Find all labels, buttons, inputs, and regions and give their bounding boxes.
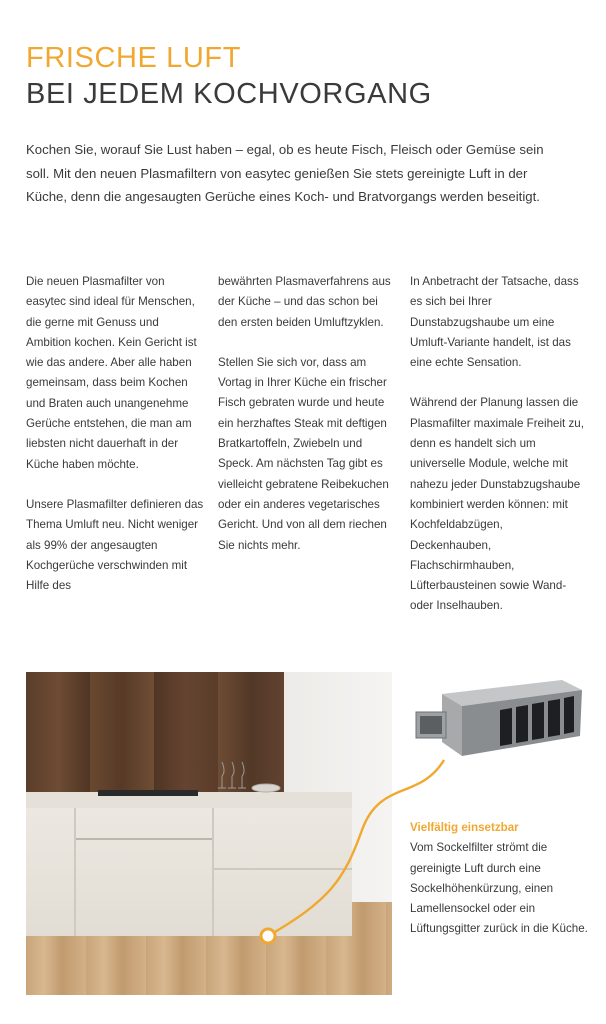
headline — [26, 40, 432, 112]
column-paragraph: Unsere Plasmafilter definieren das Thema Umluft neu. Nicht weniger als 99% der angesaugten Kochgerüche verschwinden mit Hilfe des — [26, 497, 204, 593]
headline-line-2: BEI JEDEM KOCHVORGANG — [26, 78, 432, 110]
image-caption — [410, 818, 590, 940]
headline-line-1: FRISCHE LUFT — [26, 42, 242, 74]
plasma-filter-product-image — [412, 676, 584, 760]
text-column-2 — [218, 272, 396, 576]
text-column-1 — [26, 272, 204, 616]
caption-title: Vielfältig einsetzbar — [410, 821, 519, 834]
text-column-3 — [410, 272, 586, 637]
intro-paragraph: Kochen Sie, worauf Sie Lust haben – egal, ob es heute Fisch, Fleisch oder Gemüse sein soll. Mit den neuen Plasmafiltern von easytec genießen Sie stets gereinigte Luft in der Küche, denn die angesaugten Gerüche eines Koch- und Bratvorgangs werden beseitigt. — [26, 142, 544, 204]
caption-text: Vom Sockelfilter strömt die gereinigte Luft durch eine Sockelhöhenkürzung, einen Lamellensockel oder ein Lüftungsgitter zurück in die Küche. — [410, 841, 588, 936]
column-paragraph: Die neuen Plasmafilter von easytec sind ideal für Menschen, die gerne mit Genuss und Ambition kochen. Kein Gericht ist wie das andere. Aber alle haben gemeinsam, dass beim Kochen und Braten auch unangenehme Gerüche entstehen, die man am liebsten nicht dauerhaft in der Küche haben möchte. — [26, 275, 197, 471]
column-paragraph: bewährten Plasmaverfahrens aus der Küche – und das schon bei den ersten beiden Umluftzyklen. — [218, 275, 391, 329]
glasses-icon — [214, 758, 284, 794]
column-paragraph: Während der Planung lassen die Plasmafilter maximale Freiheit zu, denn es handelt sich um universelle Module, welche mit nahezu jeder Dunstabzugshaube kombiniert werden können: mit Kochfeldabzügen, Deckenhauben, Flachschirmhauben, Lüfterbausteinen sowie Wand- oder Inselhauben. — [410, 396, 584, 613]
kitchen-photo — [26, 672, 392, 995]
column-paragraph: In Anbetracht der Tatsache, dass es sich bei Ihrer Dunstabzugshaube um eine Umluft-Variante handelt, ist das eine echte Sensation. — [410, 275, 579, 370]
column-paragraph: Stellen Sie sich vor, dass am Vortag in Ihrer Küche ein frischer Fisch gebraten wurde und heute ein herzhaftes Steak mit deftigen Bratkartoffeln, Zwiebeln und Speck. Am nächsten Tag gibt es vielleicht gebratene Reibekuchen oder ein anderes vegetarisches Gericht. Und von all dem riechen Sie nichts mehr. — [218, 355, 389, 552]
